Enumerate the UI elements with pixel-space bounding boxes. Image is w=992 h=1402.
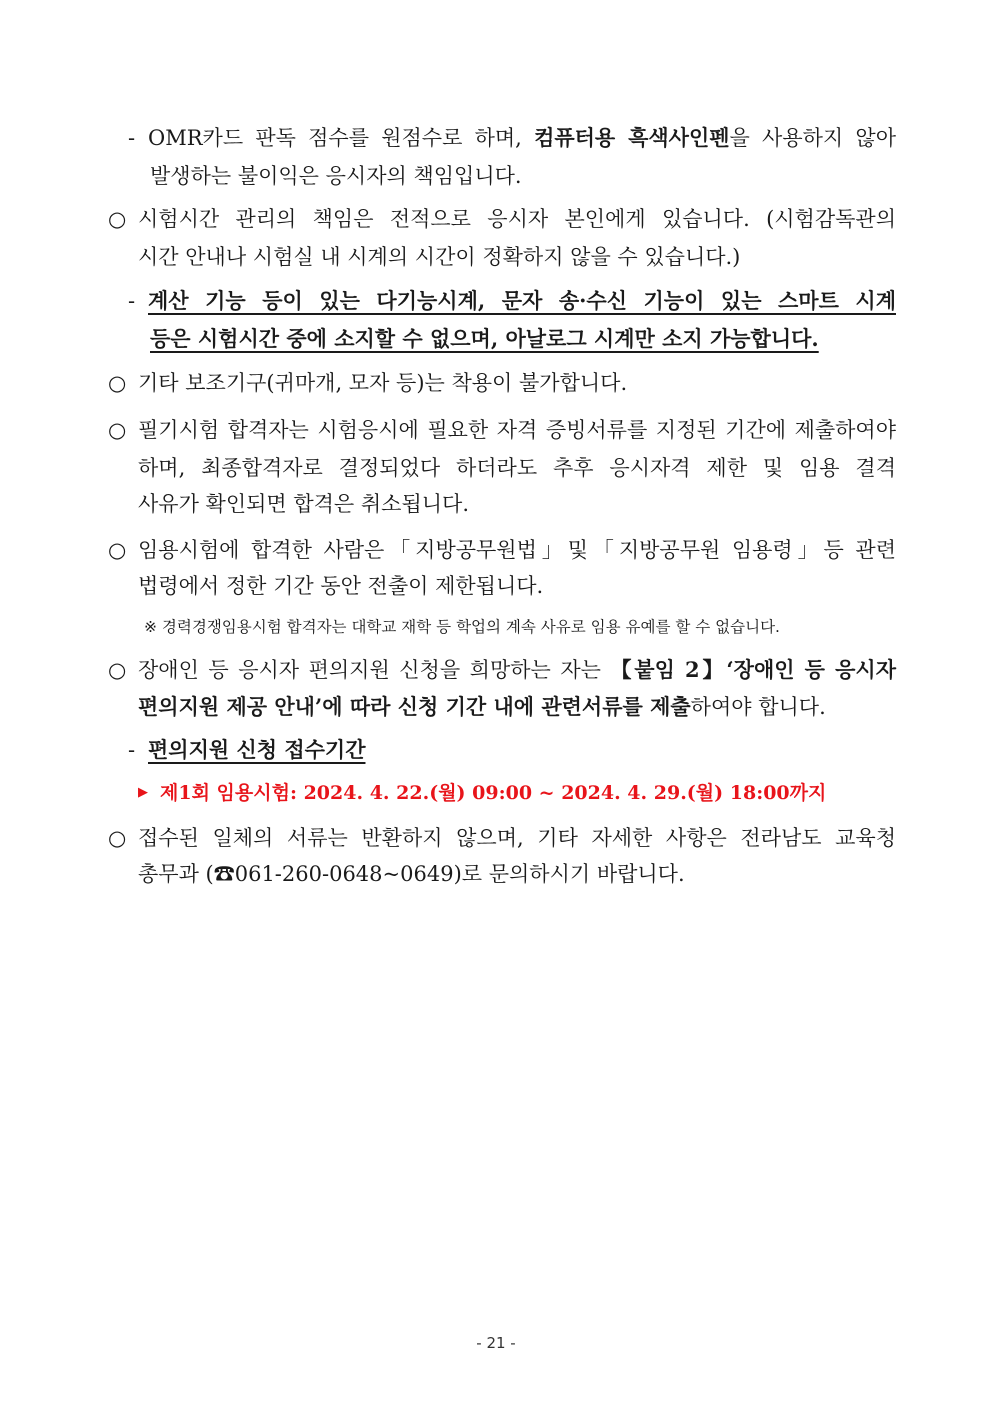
omr-emphasis: 컴퓨터용 흑색사인펜 [534, 125, 730, 150]
period-title: 편의지원 신청 접수기간 [148, 737, 366, 762]
disabled-emphasis-a: 【붙임 2】‘장애인 등 응시자 [610, 657, 896, 682]
circle-bullet: ○ [108, 371, 127, 395]
docs-line-1: 필기시험 합격자는 시험응시에 필요한 자격 증빙서류를 지정된 기간에 제출하여야 [138, 418, 896, 442]
docs-line-3: 사유가 확인되면 합격은 취소됩니다. [138, 492, 469, 516]
page-number: - 21 - [476, 1334, 516, 1352]
omr-text-c: 을 사용하지 않아 [729, 126, 896, 150]
omr-text-a: OMR카드 판독 점수를 원점수로 하며, [148, 126, 535, 150]
returns-line-1: 접수된 일체의 서류는 반환하지 않으며, 기타 자세한 사항은 전라남도 교육청 [138, 826, 896, 850]
dash-marker: - [128, 289, 136, 313]
limit-line-2: 법령에서 정한 기간 동안 전출이 제한됩니다. [138, 574, 544, 598]
limit-line-1: 임용시험에 합격한 사람은「지방공무원법」및「지방공무원 임용령」등 관련 [138, 538, 896, 562]
disabled-text-b: 하여야 합니다. [690, 695, 826, 719]
circle-bullet: ○ [108, 538, 127, 562]
omr-line-1 [148, 124, 896, 152]
dash-marker: - [128, 738, 136, 762]
circle-bullet: ○ [108, 826, 127, 850]
disabled-text-a: 장애인 등 응시자 편의지원 신청을 희망하는 자는 [138, 658, 611, 682]
time-mgmt-line-2: 시간 안내나 시험실 내 시계의 시간이 정확하지 않을 수 있습니다.) [138, 245, 741, 269]
time-mgmt-line-1: 시험시간 관리의 책임은 전적으로 응시자 본인에게 있습니다. (시험감독관의 [138, 207, 896, 231]
returns-line-2: 총무과 (☎061-260-0648~0649)로 문의하시기 바랍니다. [138, 862, 685, 886]
circle-bullet: ○ [108, 207, 127, 231]
limit-note: ※ 경력경쟁임용시험 합격자는 대학교 재학 등 학업의 계속 사유로 임용 유예를 할 수 없습니다. [144, 618, 780, 636]
triangle-icon: ▶ [138, 785, 148, 800]
circle-bullet: ○ [108, 418, 127, 442]
period-detail: 제1회 임용시험: 2024. 4. 22.(월) 09:00 ~ 2024. 4. 29.(월) 18:00까지 [160, 782, 827, 804]
disabled-emphasis-b: 편의지원 제공 안내’에 따라 신청 기간 내에 관련서류를 제출 [138, 694, 691, 719]
aids-line-1: 기타 보조기구(귀마개, 모자 등)는 착용이 불가합니다. [138, 371, 628, 395]
watch-line-2: 등은 시험시간 중에 소지할 수 없으며, 아날로그 시계만 소지 가능합니다. [150, 326, 819, 351]
docs-line-2: 하며, 최종합격자로 결정되었다 하더라도 추후 응시자격 제한 및 임용 결격 [138, 456, 896, 480]
omr-line-2: 발생하는 불이익은 응시자의 책임입니다. [150, 164, 522, 188]
circle-bullet: ○ [108, 658, 127, 682]
watch-line-1: 계산 기능 등이 있는 다기능시계, 문자 송·수신 기능이 있는 스마트 시계 [148, 288, 896, 313]
disabled-line-1 [138, 656, 896, 684]
dash-marker: - [128, 126, 136, 150]
disabled-line-2 [138, 693, 826, 721]
